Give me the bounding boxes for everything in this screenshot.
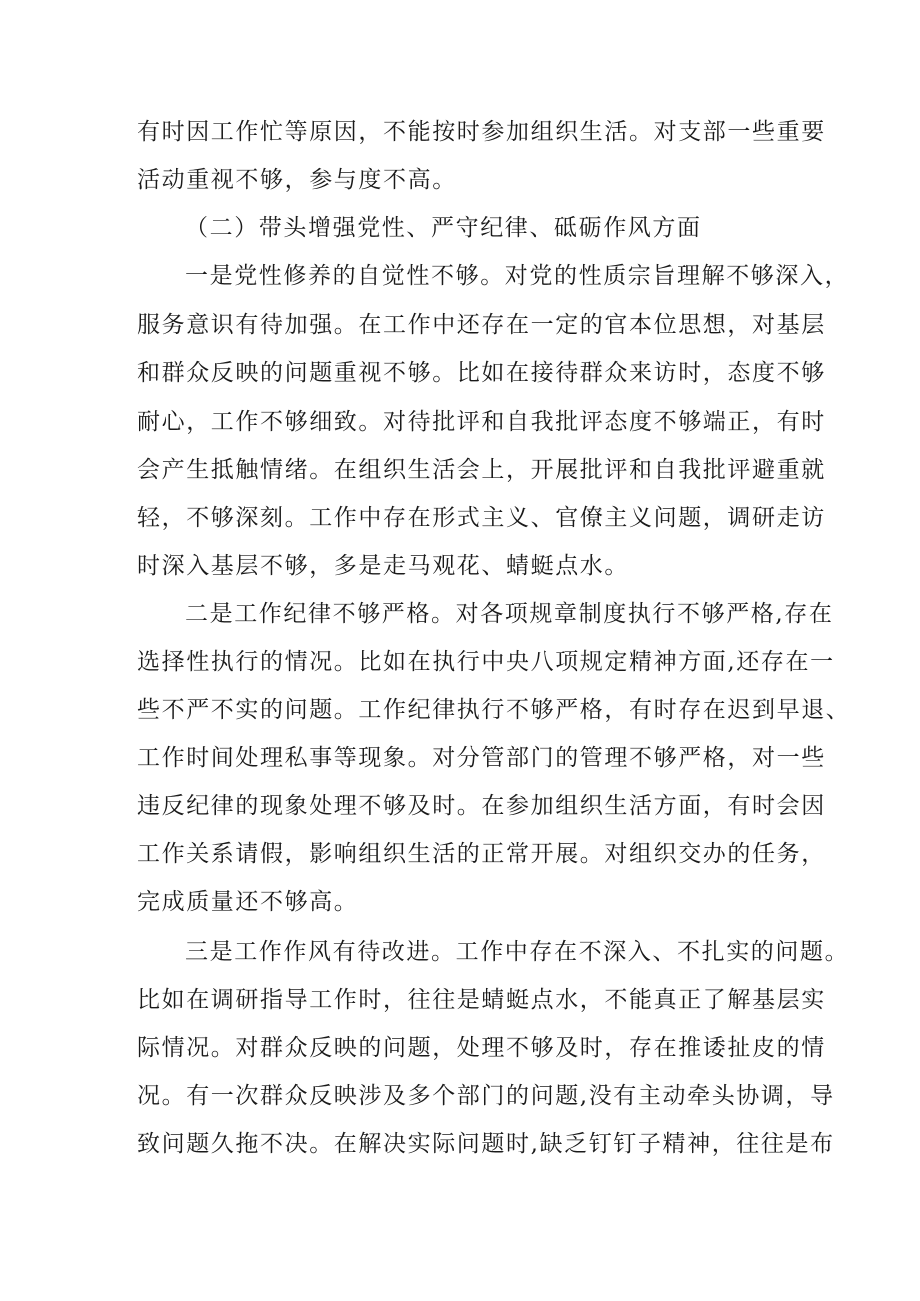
text-line: 些不严不实的问题。工作纪律执行不够严格，有时存在迟到早退、 [137,697,851,723]
text-line: 况。有一次群众反映涉及多个部门的问题,没有主动牵头协调，导 [137,1083,835,1109]
text-line: 完成质量还不够高。 [137,889,359,915]
text-line: 轻，不够深刻。工作中存在形式主义、官僚主义问题，调研走访 [137,505,826,531]
text-line: 比如在调研指导工作时，往往是蜻蜓点水，不能真正了解基层实 [137,987,826,1013]
text-line: 时深入基层不够，多是走马观花、蜻蜓点水。 [137,553,629,579]
text-line: 工作关系请假，影响组织生活的正常开展。对组织交办的任务， [137,841,826,867]
text-line: 有时因工作忙等原因，不能按时参加组织生活。对支部一些重要 [137,119,826,145]
text-line: 活动重视不够，参与度不高。 [137,167,457,193]
text-line: 违反纪律的现象处理不够及时。在参加组织生活方面，有时会因 [137,793,826,819]
paragraph-start-line: 二是工作纪律不够严格。对各项规章制度执行不够严格,存在 [185,601,834,627]
text-line: 际情况。对群众反映的问题，处理不够及时，存在推诿扯皮的情 [137,1035,826,1061]
paragraph-start-line: 三是工作作风有待改进。工作中存在不深入、不扎实的问题。 [185,939,850,965]
section-heading: （二）带头增强党性、严守纪律、砥砺作风方面 [185,215,702,241]
text-line: 和群众反映的问题重视不够。比如在接待群众来访时，态度不够 [137,360,826,386]
text-line: 工作时间处理私事等现象。对分管部门的管理不够严格，对一些 [137,745,826,771]
text-line: 选择性执行的情况。比如在执行中央八项规定精神方面,还存在一 [137,649,835,675]
text-line: 致问题久拖不决。在解决实际问题时,缺乏钉钉子精神，往往是布 [137,1131,835,1157]
paragraph-start-line: 一是党性修养的自觉性不够。对党的性质宗旨理解不够深入， [185,263,850,289]
text-line: 服务意识有待加强。在工作中还存在一定的官本位思想，对基层 [137,312,826,338]
text-line: 会产生抵触情绪。在组织生活会上，开展批评和自我批评避重就 [137,457,826,483]
text-line: 耐心，工作不够细致。对待批评和自我批评态度不够端正，有时 [137,409,826,435]
